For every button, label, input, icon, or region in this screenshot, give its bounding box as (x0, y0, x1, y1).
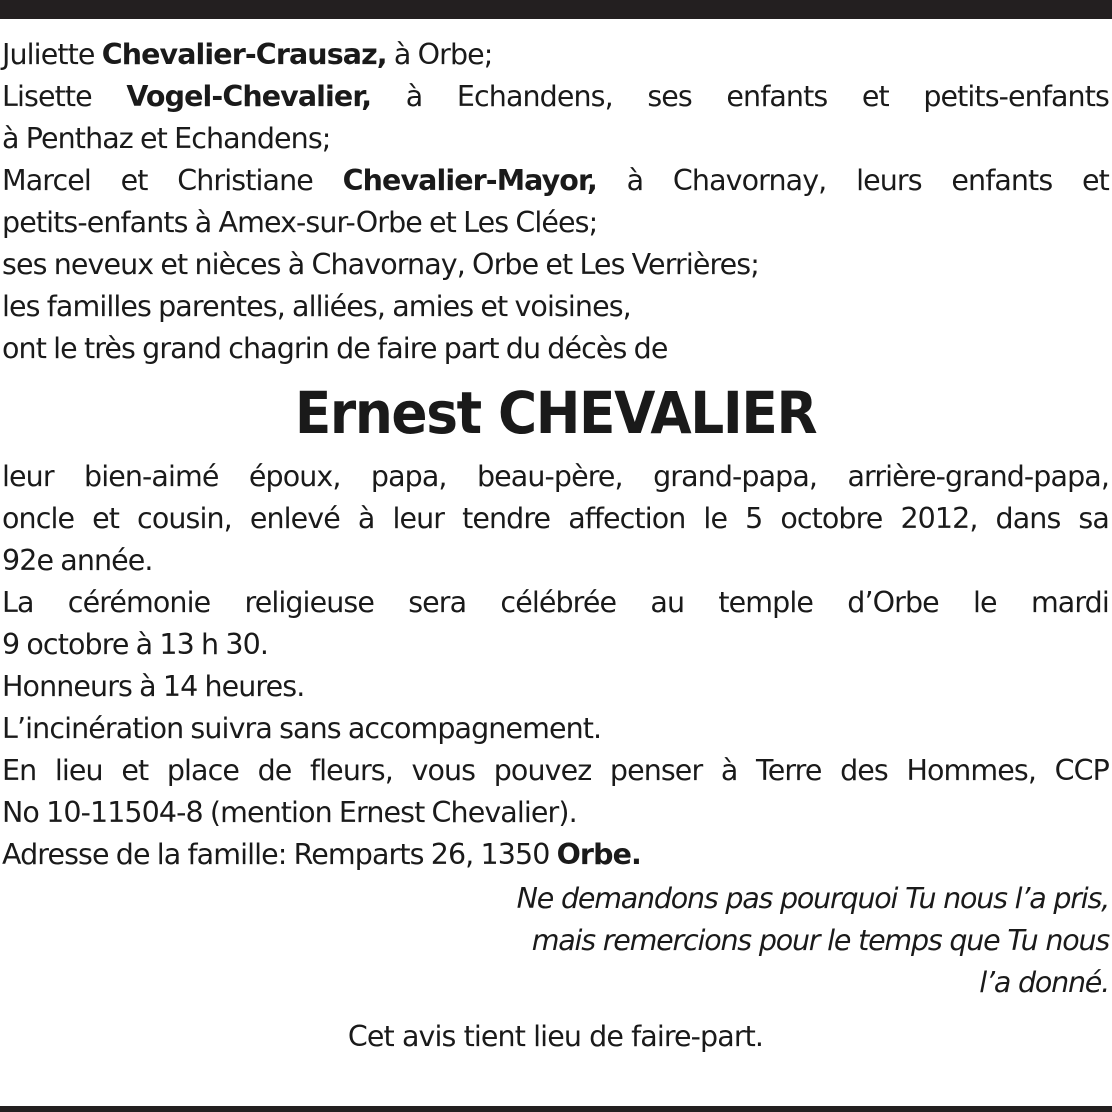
first-name: Juliette (2, 38, 95, 71)
word: et (121, 754, 149, 787)
detail-line-5: 9 octobre à 13 h 30. (2, 628, 268, 661)
word: Chavornay, (672, 164, 827, 197)
word: La (2, 586, 34, 619)
word: 5 (745, 502, 763, 535)
word: cérémonie (67, 586, 211, 619)
word: époux, (248, 460, 341, 493)
family-line-8: ont le très grand chagrin de faire part du décès de (2, 332, 668, 365)
word: des (840, 754, 888, 787)
word: d’Orbe (847, 586, 939, 619)
word: tendre (462, 502, 551, 535)
detail-line-2 (2, 498, 1109, 540)
word: et (861, 80, 889, 113)
top-border (0, 0, 1112, 19)
word: Lisette (2, 80, 92, 113)
word: oncle (2, 502, 75, 535)
family-name-bold: Chevalier-Crausaz, (101, 38, 387, 71)
word: mardi (1030, 586, 1109, 619)
word: de (257, 754, 292, 787)
word: et (92, 502, 120, 535)
word: ses (647, 80, 692, 113)
family-line-2 (2, 76, 1109, 118)
word: penser (609, 754, 703, 787)
word: papa, (370, 460, 447, 493)
word: bien-aimé (84, 460, 219, 493)
family-line-6: ses neveux et nièces à Chavornay, Orbe et Les Verrières; (2, 248, 759, 281)
word: le (703, 502, 728, 535)
word: à (720, 754, 738, 787)
word: temple (718, 586, 813, 619)
word: pouvez (493, 754, 592, 787)
word: enfants (951, 164, 1053, 197)
word: cousin, (137, 502, 232, 535)
death-notice (2, 34, 1109, 1058)
family-line-7: les familles parentes, alliées, amies et voisines, (2, 290, 631, 323)
word: Terre (756, 754, 822, 787)
word: sera (408, 586, 467, 619)
word: beau-père, (476, 460, 623, 493)
word: enlevé (249, 502, 340, 535)
word: Marcel (2, 164, 91, 197)
detail-line-6: Honneurs à 14 heures. (2, 670, 305, 703)
word: leurs (856, 164, 922, 197)
family-address (2, 834, 1109, 876)
word: à (626, 164, 644, 197)
word: religieuse (244, 586, 374, 619)
word: à (357, 502, 375, 535)
closing-note: Cet avis tient lieu de faire-part. (347, 1020, 764, 1053)
word: Echandens, (456, 80, 613, 113)
detail-line-4 (2, 582, 1109, 624)
epitaph-line-2: mais remercions pour le temps que Tu nous (531, 924, 1109, 957)
family-name-bold: Vogel-Chevalier, (126, 80, 372, 113)
address-city: Orbe. (556, 838, 641, 871)
word: et (1082, 164, 1109, 197)
address-text: Adresse de la famille: Remparts 26, 1350 (2, 838, 550, 871)
word: grand-papa, (653, 460, 818, 493)
word: leur (392, 502, 445, 535)
word: à (405, 80, 423, 113)
deceased-name: Ernest CHEVALIER (294, 379, 817, 447)
word: vous (411, 754, 476, 787)
word: arrière-grand-papa, (847, 460, 1109, 493)
family-line-4 (2, 160, 1109, 202)
family-name-bold: Chevalier-Mayor, (342, 164, 597, 197)
epitaph-line-3: l’a donné. (979, 966, 1109, 999)
word: au (650, 586, 685, 619)
word: leur (2, 460, 54, 493)
word: sa (1078, 502, 1109, 535)
detail-line-9: No 10-11504-8 (mention Ernest Chevalier). (2, 796, 577, 829)
word: petits-enfants (923, 80, 1109, 113)
epitaph (2, 878, 1109, 1004)
bottom-border (0, 1106, 1112, 1112)
word: CCP (1054, 754, 1109, 787)
detail-line-3: 92e année. (2, 544, 153, 577)
word: célébrée (500, 586, 617, 619)
detail-line-1 (2, 456, 1109, 498)
word: le (973, 586, 997, 619)
word: fleurs, (310, 754, 393, 787)
detail-line-8 (2, 750, 1109, 792)
word: enfants (726, 80, 828, 113)
word: place (166, 754, 240, 787)
family-line-1 (2, 34, 1109, 76)
word: En (2, 754, 37, 787)
word: Christiane (177, 164, 313, 197)
place: à Orbe; (393, 38, 493, 71)
word: affection (568, 502, 686, 535)
epitaph-line-1: Ne demandons pas pourquoi Tu nous l’a pris, (516, 882, 1109, 915)
family-line-3: à Penthaz et Echandens; (2, 122, 331, 155)
word: Hommes, (906, 754, 1036, 787)
word: octobre (780, 502, 883, 535)
word: et (120, 164, 148, 197)
detail-line-7: L’incinération suivra sans accompagnement. (2, 712, 602, 745)
word: 2012, (900, 502, 978, 535)
word: lieu (54, 754, 103, 787)
family-line-5: petits-enfants à Amex-sur-Orbe et Les Clées; (2, 206, 598, 239)
word: dans (995, 502, 1061, 535)
